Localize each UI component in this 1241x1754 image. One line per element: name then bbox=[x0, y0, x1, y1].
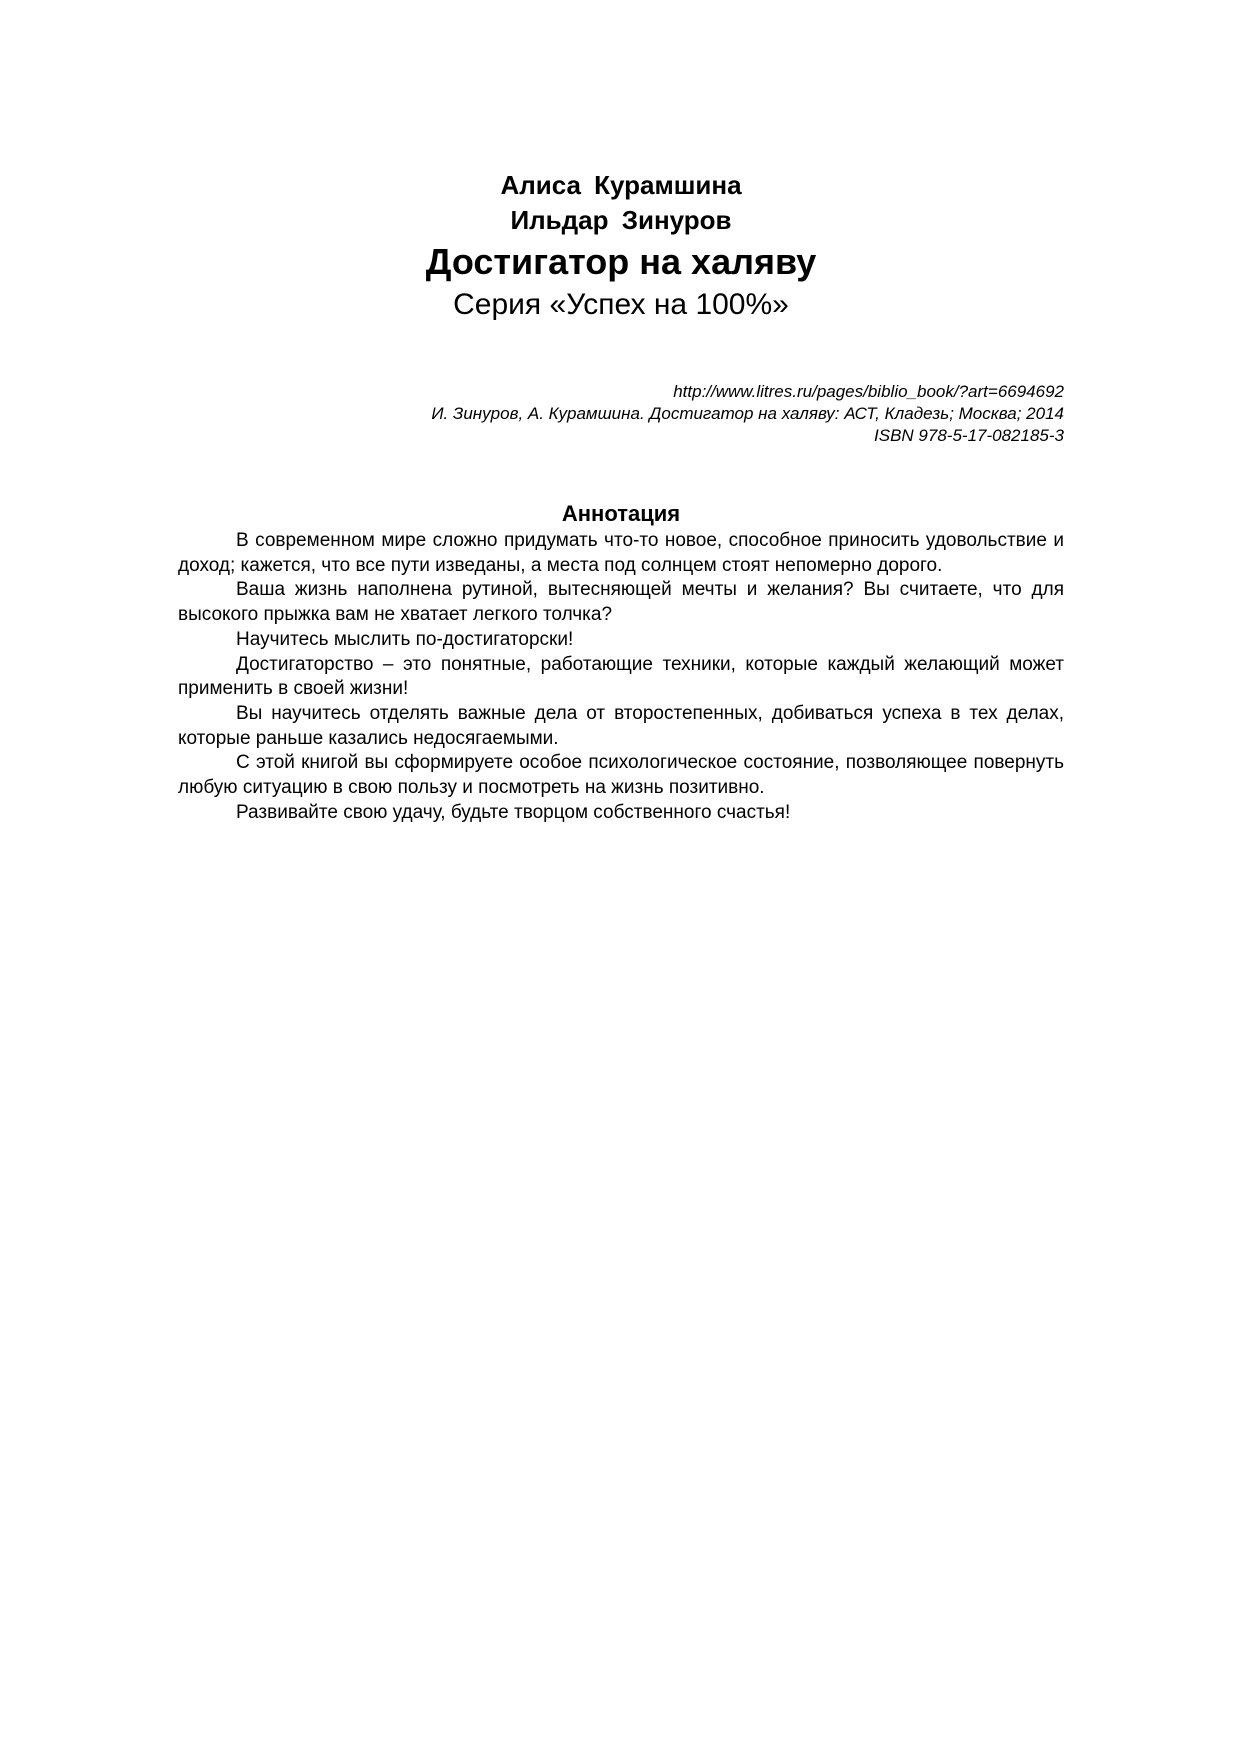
citation: И. Зинуров, А. Курамшина. Достигатор на халяву: АСТ, Кладезь; Москва; 2014 bbox=[431, 404, 1064, 423]
title-block bbox=[178, 168, 1064, 325]
annotation-paragraph: С этой книгой вы сформируете особое психологическое состояние, позволяющее повернуть любую ситуацию в свою пользу и посмотреть на жизнь позитивно. bbox=[178, 752, 1064, 799]
author-name: Ильдар Зинуров bbox=[510, 205, 732, 235]
annotation-paragraph: Ваша жизнь наполнена рутиной, вытесняющей мечты и желания? Вы считаете, что для высокого прыжка вам не хватает легкого толчка? bbox=[178, 579, 1064, 626]
author-name: Алиса Курамшина bbox=[500, 170, 742, 200]
annotation-paragraph: Достигаторство – это понятные, работающие техники, которые каждый желающий может применить в своей жизни! bbox=[178, 653, 1064, 700]
series-name: Серия «Успех на 100%» bbox=[453, 288, 789, 321]
publication-info bbox=[431, 381, 1064, 447]
book-title: Достигатор на халяву bbox=[425, 241, 817, 282]
annotation-paragraph: Развивайте свою удачу, будьте творцом собственного счастья! bbox=[236, 801, 791, 823]
annotation-paragraph: Научитесь мыслить по-достигаторски! bbox=[236, 628, 574, 650]
annotation-section bbox=[178, 499, 1064, 825]
annotation-paragraph: В современном мире сложно придумать что-то новое, способное приносить удовольствие и доход; кажется, что все пути изведаны, а места под солнцем стоят непомерно дорого. bbox=[178, 530, 1064, 576]
annotation-heading: Аннотация bbox=[561, 501, 681, 526]
source-url: http://www.litres.ru/pages/biblio_book/?art=6694692 bbox=[673, 382, 1064, 401]
isbn: ISBN 978-5-17-082185-3 bbox=[874, 426, 1064, 445]
annotation-paragraph: Вы научитесь отделять важные дела от второстепенных, добиваться успеха в тех делах, которые раньше казались недосягаемыми. bbox=[178, 702, 1064, 749]
